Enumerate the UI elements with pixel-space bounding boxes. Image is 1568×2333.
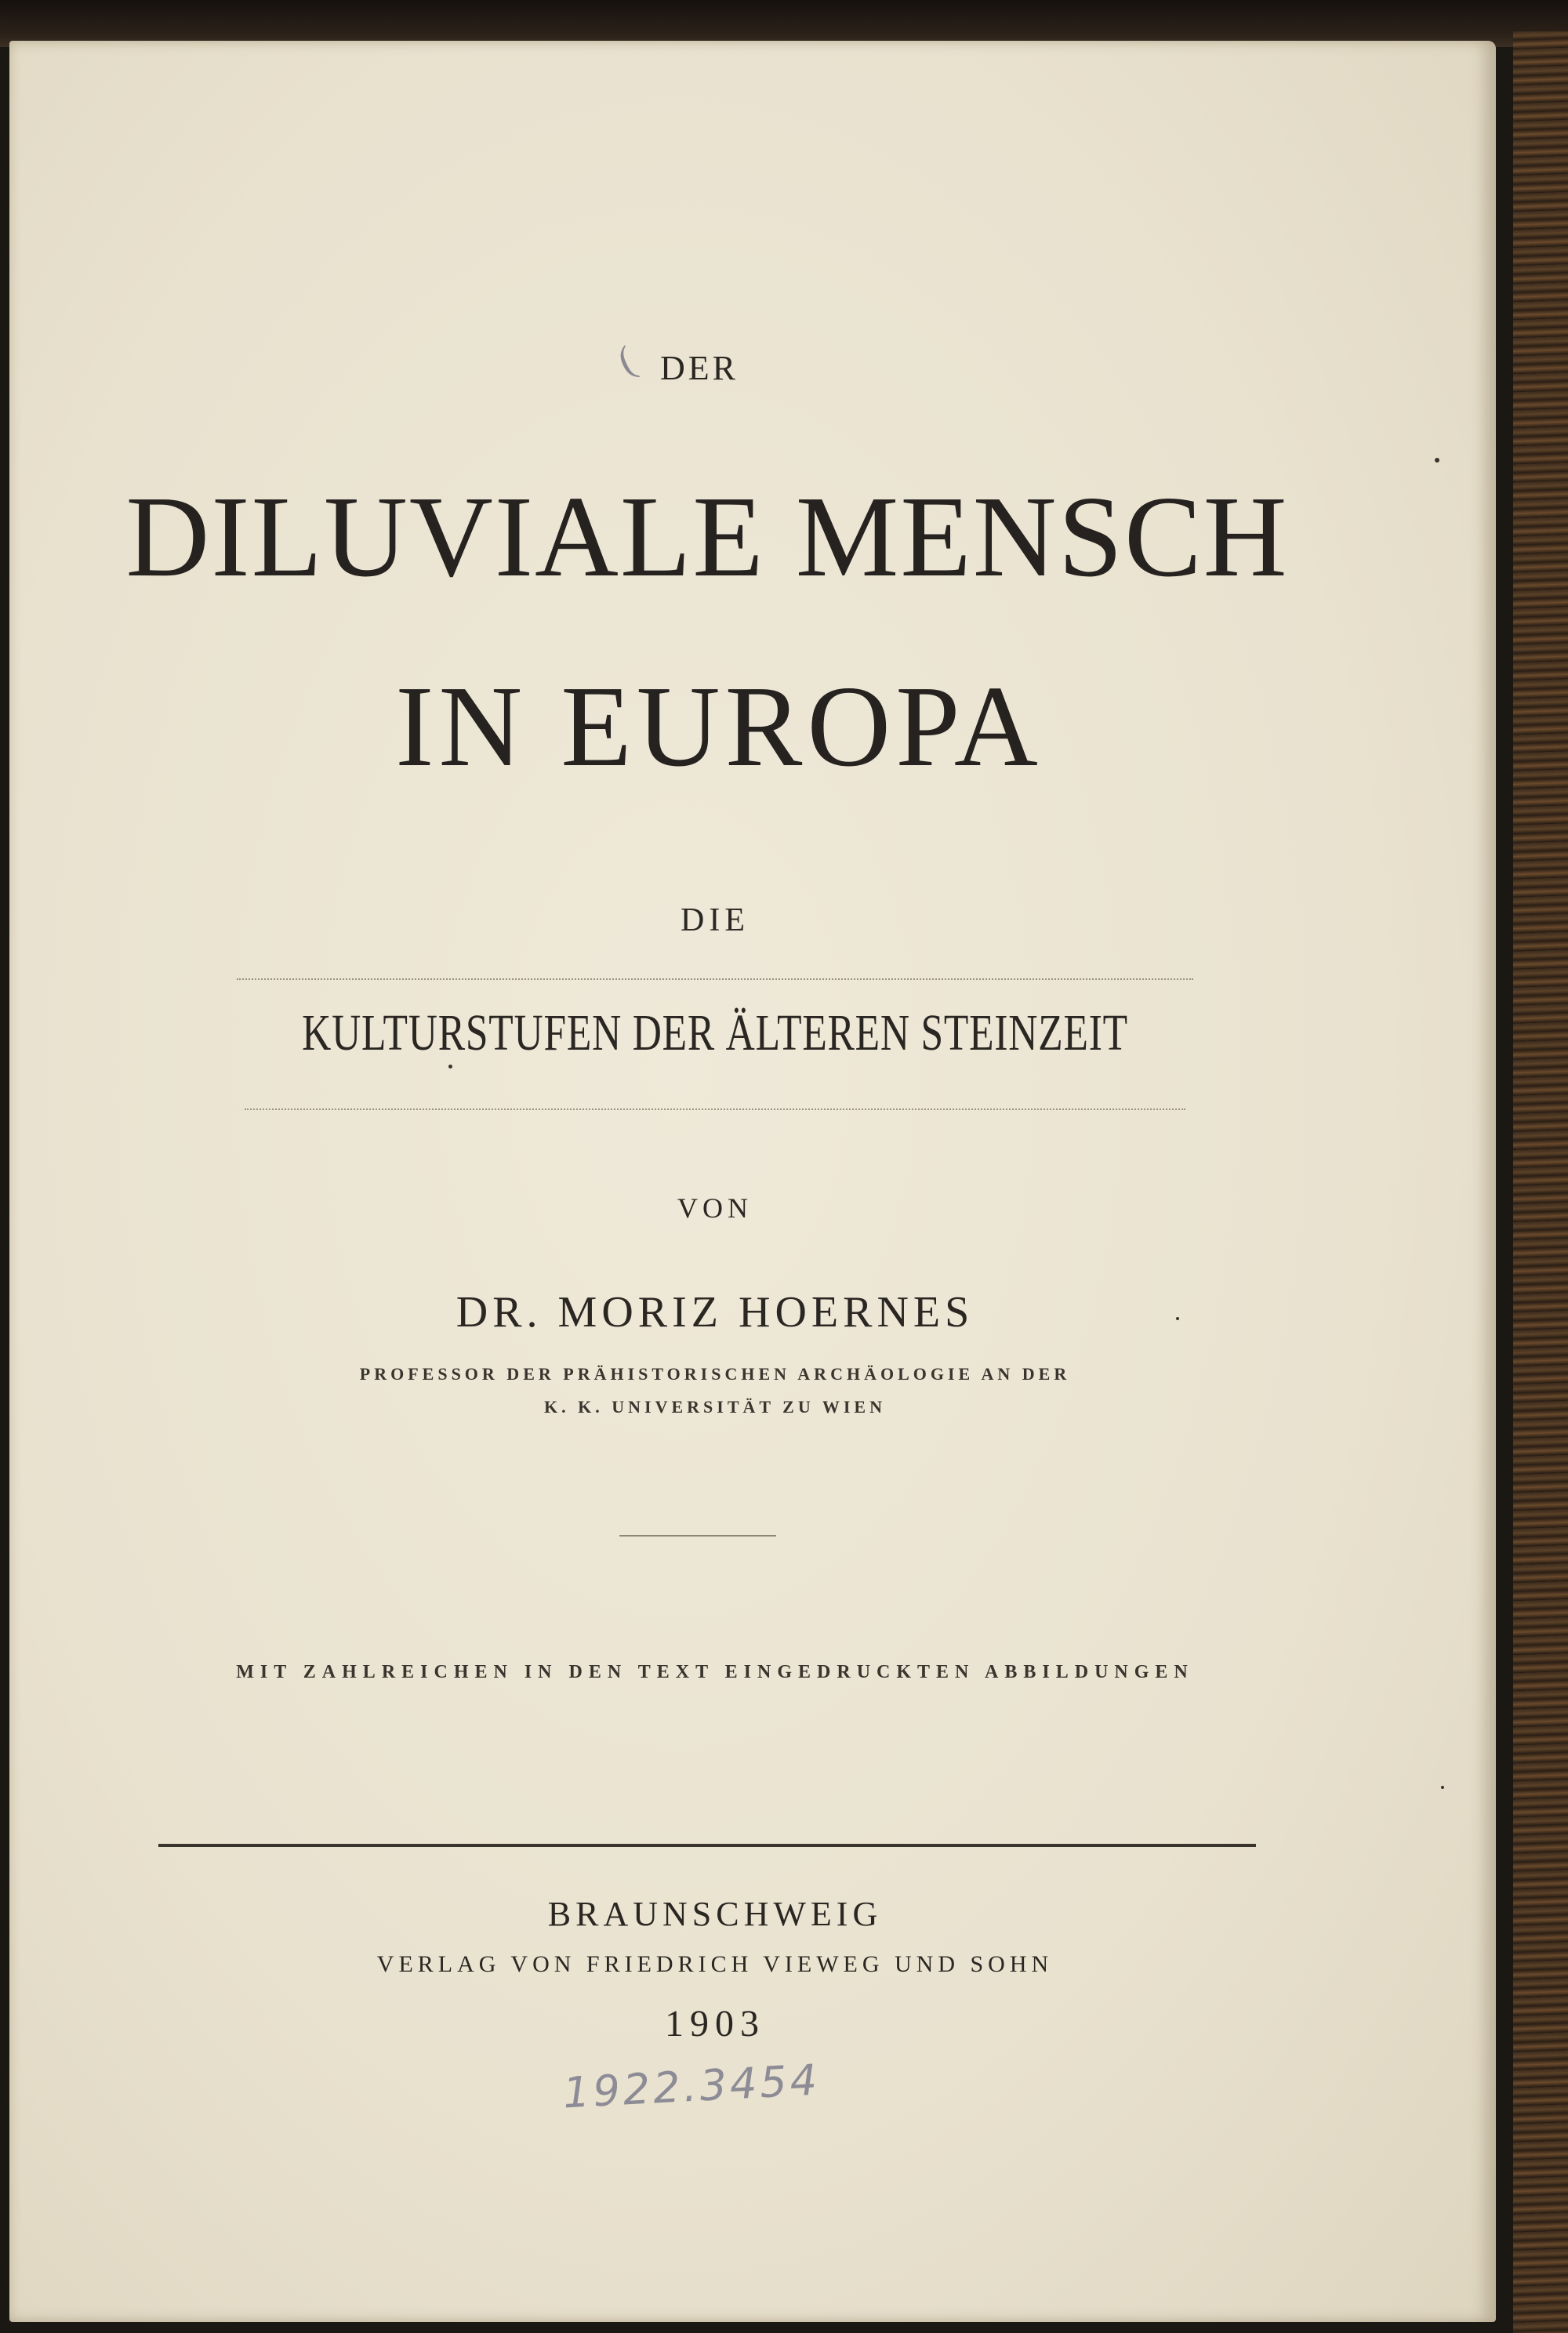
foxing-spot — [448, 1065, 452, 1069]
publication-city: BRAUNSCHWEIG — [547, 1895, 883, 1933]
subtitle-article: DIE — [681, 902, 750, 938]
subtitle-rule-bottom — [245, 1108, 1185, 1110]
by-line: VON — [677, 1192, 753, 1224]
book-title-line-2: IN EUROPA — [395, 662, 1043, 791]
scan-top-border — [0, 0, 1568, 47]
header-article: DER — [660, 349, 739, 387]
subtitle-rule-top — [237, 978, 1193, 980]
title-page — [9, 41, 1496, 2322]
author-affiliation-line-2: K. K. UNIVERSITÄT ZU WIEN — [544, 1397, 886, 1417]
pencil-mark: ( — [610, 337, 641, 383]
author-name: DR. MORIZ HOERNES — [456, 1288, 975, 1337]
foxing-spot — [1176, 1317, 1179, 1320]
publication-year: 1903 — [665, 2003, 765, 2045]
foxing-spot — [1441, 1786, 1444, 1789]
book-title-line-1: DILUVIALE MENSCH — [125, 473, 1289, 601]
subtitle: KULTURSTUFEN DER ÄLTEREN STEINZEIT — [302, 1004, 1128, 1061]
foxing-spot — [1435, 458, 1439, 463]
handwritten-shelfmark: 1922.3454 — [561, 2055, 822, 2118]
book-binding-edge — [1513, 31, 1568, 2333]
illustrations-note: MIT ZAHLREICHEN IN DEN TEXT EINGEDRUCKTEN ABBILDUNGEN — [236, 1662, 1194, 1682]
publisher-line: VERLAG VON FRIEDRICH VIEWEG UND SOHN — [376, 1951, 1054, 1977]
author-affiliation-line-1: PROFESSOR DER PRÄHISTORISCHEN ARCHÄOLOGIE AN DER — [359, 1364, 1071, 1384]
imprint-divider — [158, 1844, 1256, 1847]
short-divider — [619, 1535, 776, 1537]
